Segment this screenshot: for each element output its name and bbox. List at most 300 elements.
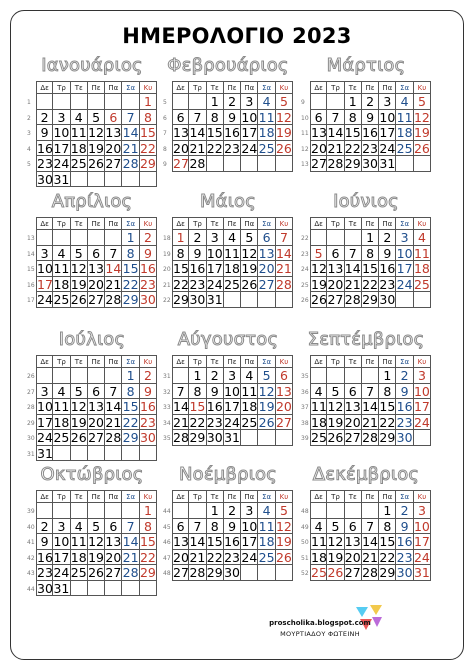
day-cell: 14 [189, 125, 206, 140]
weekday-header: Κυ [140, 490, 157, 503]
week-number: 13 [27, 235, 35, 242]
day-cell: 24 [37, 430, 53, 445]
day-cell: 12 [413, 109, 430, 125]
day-cell: 10 [241, 109, 258, 125]
week-number-header [301, 490, 310, 503]
day-cell: 20 [173, 140, 189, 156]
weekday-header: Πα [379, 217, 396, 230]
day-cell [224, 156, 241, 172]
day-cell: 20 [344, 414, 361, 430]
day-cell [88, 446, 105, 462]
weekday-header: Σα [122, 217, 139, 230]
week-number: 13 [301, 161, 309, 168]
day-cell [105, 581, 122, 597]
day-cell: 11 [53, 399, 70, 414]
day-cell [71, 230, 88, 246]
week-number: 5 [27, 161, 31, 168]
day-cell: 22 [139, 549, 156, 565]
day-cell: 10 [37, 261, 53, 276]
day-cell: 6 [172, 110, 189, 126]
weekday-header: Σα [258, 81, 275, 94]
day-cell: 6 [258, 230, 275, 246]
weekday-header: Δε [172, 490, 189, 503]
day-cell: 11 [70, 125, 87, 140]
day-cell: 28 [327, 156, 344, 171]
week-number: 38 [301, 419, 309, 427]
weekday-header: Τρ [327, 355, 344, 368]
week-number: 6 [163, 114, 167, 122]
week-number-header [27, 81, 36, 94]
day-cell: 20 [105, 549, 122, 565]
day-cell [345, 230, 362, 246]
week-number: 51 [301, 554, 309, 562]
day-cell: 6 [345, 384, 362, 400]
day-cell: 26 [327, 565, 344, 580]
weekday-header: Πα [379, 81, 396, 94]
day-cell [140, 172, 157, 188]
day-cell: 10 [206, 245, 223, 261]
day-cell: 21 [189, 549, 206, 565]
weekday-header: Τε [71, 217, 88, 230]
day-cell: 7 [172, 384, 189, 400]
day-cell: 26 [275, 549, 292, 565]
day-cell: 18 [224, 261, 240, 276]
weekday-header: Πε [362, 217, 379, 230]
day-cell [53, 446, 70, 462]
day-cell: 29 [206, 565, 223, 580]
week-number: 18 [163, 235, 171, 242]
day-cell: 20 [275, 399, 292, 414]
day-cell: 23 [396, 549, 413, 565]
day-cell: 19 [327, 414, 344, 430]
day-cell: 12 [275, 109, 292, 125]
day-cell [122, 503, 139, 519]
day-cell: 23 [37, 156, 53, 171]
day-cell [71, 446, 88, 462]
weekday-header: Τρ [327, 217, 344, 230]
day-cell [140, 581, 157, 597]
day-cell: 10 [224, 383, 240, 399]
day-cell: 18 [70, 549, 87, 565]
weekday-header: Σα [122, 81, 139, 94]
day-cell [88, 581, 105, 597]
day-cell: 28 [189, 565, 206, 580]
day-cell: 1 [207, 94, 224, 110]
day-cell [71, 503, 88, 519]
day-cell: 22 [122, 276, 139, 292]
day-cell: 6 [172, 519, 189, 535]
day-cell: 26 [241, 276, 258, 292]
weekday-header: Δε [36, 81, 53, 94]
day-cell: 8 [122, 246, 139, 262]
day-cell: 30 [396, 430, 413, 445]
day-cell: 24 [396, 276, 413, 292]
day-cell [172, 94, 189, 110]
week-number: 39 [27, 508, 35, 515]
week-number-header [27, 217, 36, 230]
day-cell: 14 [122, 534, 139, 549]
day-cell: 13 [88, 399, 104, 414]
weekday-header: Τρ [53, 490, 70, 503]
day-cell: 16 [224, 125, 240, 140]
month-block [163, 462, 293, 580]
day-cell [122, 446, 139, 462]
week-number: 7 [163, 130, 167, 137]
day-cell [53, 368, 70, 384]
weekday-header: Πα [105, 490, 122, 503]
day-cell: 23 [189, 276, 206, 292]
week-number: 44 [27, 585, 35, 593]
weekday-header: Πα [241, 81, 258, 94]
day-cell: 29 [379, 430, 396, 445]
credit-author: ΜΟΥΡΤΙΑΔΟΥ ΦΩΤΕΙΝΗ [280, 630, 360, 638]
day-cell: 6 [327, 246, 344, 262]
day-cell [327, 94, 344, 110]
weekday-header: Σα [396, 217, 413, 230]
month-block [27, 327, 157, 461]
day-cell [105, 172, 122, 188]
weekday-header: Τρ [327, 490, 344, 503]
day-cell: 21 [105, 414, 122, 430]
day-cell: 6 [310, 110, 327, 126]
month-name: Απρίλιος [51, 191, 133, 212]
day-cell: 15 [122, 261, 139, 276]
day-cell: 19 [88, 549, 104, 565]
day-cell: 25 [258, 140, 275, 156]
day-cell: 17 [396, 261, 413, 276]
day-cell: 14 [105, 399, 122, 414]
day-cell: 16 [37, 140, 53, 156]
weekday-header: Τρ [53, 217, 70, 230]
day-cell: 16 [396, 534, 413, 549]
day-cell: 9 [224, 519, 241, 535]
weekday-header: Τε [71, 81, 88, 94]
week-number: 21 [163, 281, 171, 289]
month-grid [163, 490, 293, 581]
day-cell: 29 [362, 292, 378, 307]
month-grid [163, 355, 293, 446]
day-cell: 29 [344, 156, 361, 171]
day-cell: 5 [310, 246, 327, 262]
day-cell: 28 [173, 430, 189, 445]
day-cell: 27 [275, 414, 292, 430]
day-cell [310, 230, 327, 246]
weekday-header: Δε [172, 217, 189, 230]
day-cell: 19 [327, 549, 344, 565]
weekday-header: Τρ [189, 217, 206, 230]
month-block [163, 189, 293, 307]
day-cell: 26 [70, 292, 87, 307]
day-cell: 9 [140, 246, 157, 262]
day-cell: 28 [122, 565, 139, 580]
week-number: 43 [27, 570, 35, 577]
day-cell: 22 [344, 140, 361, 156]
week-number: 28 [27, 404, 35, 411]
day-cell: 25 [53, 430, 70, 445]
day-cell: 12 [70, 399, 87, 414]
day-cell: 14 [275, 245, 292, 261]
day-cell: 18 [53, 276, 70, 292]
day-cell: 13 [105, 125, 122, 140]
day-cell [53, 503, 70, 519]
day-cell: 11 [70, 534, 87, 549]
day-cell: 18 [258, 534, 275, 549]
day-cell: 28 [344, 292, 361, 307]
weekday-header: Τε [71, 490, 88, 503]
week-number: 5 [163, 99, 167, 106]
day-cell: 25 [396, 140, 413, 156]
day-cell: 1 [172, 230, 189, 246]
month-name: Ιούνιος [333, 191, 399, 212]
week-number-header [163, 217, 172, 230]
day-cell: 13 [344, 534, 361, 549]
weekday-header: Τρ [189, 490, 206, 503]
day-cell [258, 430, 275, 446]
weekday-header: Πα [379, 490, 396, 503]
weekday-header: Κυ [140, 355, 157, 368]
day-cell: 30 [139, 430, 156, 445]
day-cell: 7 [345, 246, 362, 262]
day-cell: 7 [122, 110, 139, 126]
month-block [27, 189, 157, 307]
day-cell: 23 [37, 565, 53, 580]
day-cell [53, 94, 70, 110]
day-cell: 17 [224, 399, 240, 414]
day-cell: 14 [362, 534, 378, 549]
day-cell: 31 [53, 580, 70, 596]
day-cell: 14 [189, 534, 206, 549]
day-cell [53, 230, 70, 246]
day-cell: 30 [379, 292, 396, 307]
day-cell: 15 [206, 534, 223, 549]
day-cell: 5 [258, 368, 275, 384]
week-number: 48 [301, 508, 309, 515]
day-cell: 24 [241, 140, 258, 156]
day-cell: 18 [396, 125, 413, 140]
month-grid [163, 81, 293, 172]
day-cell: 30 [37, 171, 53, 187]
day-cell: 7 [105, 384, 122, 400]
day-cell: 6 [105, 110, 122, 126]
day-cell: 9 [224, 110, 241, 126]
day-cell: 4 [241, 368, 258, 384]
month-grid [301, 490, 431, 581]
weekday-header: Κυ [140, 217, 157, 230]
day-cell: 15 [362, 261, 378, 276]
day-cell [258, 156, 275, 172]
week-number-header [301, 355, 310, 368]
day-cell: 17 [53, 140, 70, 156]
day-cell: 19 [413, 125, 430, 140]
day-cell [36, 94, 53, 110]
weekday-header: Δε [310, 490, 327, 503]
month-name: Ιανουάριος [41, 55, 143, 76]
day-cell: 18 [311, 414, 327, 430]
day-cell: 9 [362, 110, 379, 126]
day-cell: 30 [396, 565, 413, 580]
day-cell [88, 368, 105, 384]
day-cell: 10 [241, 518, 258, 534]
month-name: Φεβρουάριος [167, 55, 289, 76]
day-cell [122, 172, 139, 188]
weekday-header: Τε [207, 355, 224, 368]
day-cell [88, 94, 105, 110]
month-grid [27, 355, 157, 461]
day-cell: 10 [53, 125, 70, 140]
day-cell: 17 [413, 534, 430, 549]
day-cell: 21 [344, 276, 361, 292]
day-cell: 4 [396, 94, 413, 110]
day-cell: 11 [224, 245, 240, 261]
week-number: 37 [301, 404, 309, 411]
day-cell [71, 368, 88, 384]
week-number: 14 [27, 250, 35, 258]
day-cell: 16 [379, 261, 396, 276]
day-cell: 27 [311, 156, 327, 171]
month-grid [163, 217, 293, 308]
day-cell: 14 [362, 399, 378, 414]
week-number: 35 [301, 373, 309, 380]
day-cell: 20 [105, 140, 122, 156]
weekday-header: Σα [396, 81, 413, 94]
day-cell: 13 [275, 383, 292, 399]
day-cell: 30 [206, 430, 223, 445]
weekday-header: Πε [362, 355, 379, 368]
day-cell: 23 [379, 276, 396, 292]
week-number: 41 [27, 539, 35, 546]
week-number: 9 [163, 161, 167, 168]
day-cell: 15 [173, 261, 189, 276]
day-cell: 12 [327, 399, 344, 414]
day-cell: 31 [53, 171, 70, 187]
week-number: 10 [301, 114, 309, 122]
weekday-header: Δε [36, 355, 53, 368]
day-cell: 29 [139, 156, 156, 171]
day-cell: 8 [122, 384, 139, 400]
weekday-header: Δε [310, 355, 327, 368]
day-cell [276, 565, 293, 581]
week-number: 22 [163, 297, 171, 304]
week-number-header [163, 355, 172, 368]
weekday-header: Δε [172, 355, 189, 368]
day-cell [396, 156, 413, 172]
day-cell: 6 [88, 384, 105, 400]
weekday-header: Τρ [53, 81, 70, 94]
day-cell: 26 [413, 140, 430, 156]
day-cell: 26 [70, 430, 87, 445]
day-cell: 22 [173, 276, 189, 292]
day-cell: 25 [311, 430, 327, 445]
day-cell: 26 [311, 292, 327, 307]
day-cell: 12 [241, 245, 258, 261]
weekday-header: Κυ [414, 81, 431, 94]
day-cell: 4 [258, 503, 275, 519]
week-number: 1 [27, 99, 31, 106]
day-cell [207, 156, 224, 172]
day-cell: 4 [53, 246, 70, 262]
day-cell: 18 [258, 125, 275, 140]
week-number: 31 [27, 450, 35, 458]
day-cell [122, 581, 139, 597]
day-cell: 12 [258, 383, 275, 399]
day-cell [414, 292, 431, 308]
day-cell: 9 [207, 384, 224, 400]
month-block [301, 327, 431, 445]
month-name: Ιούλιος [58, 329, 126, 350]
day-cell [105, 503, 122, 519]
day-cell: 16 [224, 534, 240, 549]
weekday-header: Τε [345, 355, 362, 368]
day-cell: 19 [258, 399, 275, 414]
day-cell: 22 [122, 414, 139, 430]
day-cell: 7 [105, 246, 122, 262]
day-cell [327, 368, 344, 384]
day-cell: 3 [36, 384, 53, 400]
weekday-header: Σα [396, 490, 413, 503]
day-cell: 17 [379, 125, 396, 140]
day-cell: 11 [241, 383, 258, 399]
day-cell: 2 [396, 503, 413, 519]
day-cell: 21 [122, 140, 139, 156]
weekday-header: Σα [258, 355, 275, 368]
day-cell: 25 [70, 156, 87, 171]
week-number: 17 [27, 297, 35, 304]
day-cell: 2 [189, 230, 206, 246]
day-cell: 8 [207, 110, 224, 126]
weekday-header: Πε [224, 490, 241, 503]
page-title: ΗΜΕΡΟΛΟΓΙΟ 2023 [122, 24, 352, 48]
day-cell: 2 [396, 368, 413, 384]
day-cell: 10 [413, 383, 430, 399]
day-cell [105, 446, 122, 462]
day-cell: 10 [379, 109, 396, 125]
day-cell: 27 [173, 156, 189, 171]
day-cell: 20 [88, 414, 104, 430]
day-cell: 5 [327, 384, 344, 400]
day-cell: 20 [327, 276, 344, 292]
day-cell: 13 [173, 534, 189, 549]
month-block [163, 327, 293, 445]
day-cell: 26 [327, 430, 344, 445]
weekday-header: Πε [362, 81, 379, 94]
day-cell: 22 [139, 140, 156, 156]
weekday-header: Κυ [140, 81, 157, 94]
day-cell: 31 [224, 430, 240, 445]
month-grid [27, 81, 157, 187]
day-cell: 2 [36, 110, 53, 126]
day-cell: 27 [88, 292, 104, 307]
day-cell: 2 [140, 368, 157, 384]
day-cell: 11 [311, 399, 327, 414]
week-number: 36 [301, 388, 309, 396]
day-cell: 19 [88, 140, 104, 156]
day-cell [362, 503, 379, 519]
day-cell: 6 [345, 519, 362, 535]
week-number: 2 [27, 114, 31, 122]
day-cell [189, 503, 206, 519]
week-number: 47 [163, 554, 171, 562]
day-cell: 28 [189, 156, 206, 171]
day-cell: 25 [53, 292, 70, 307]
week-number-header [27, 490, 36, 503]
weekday-header: Τρ [327, 81, 344, 94]
week-number: 24 [301, 266, 309, 273]
week-number-header [27, 355, 36, 368]
weekday-header: Πα [105, 217, 122, 230]
day-cell: 10 [37, 399, 53, 414]
day-cell: 3 [224, 368, 241, 384]
day-cell: 24 [53, 156, 70, 171]
